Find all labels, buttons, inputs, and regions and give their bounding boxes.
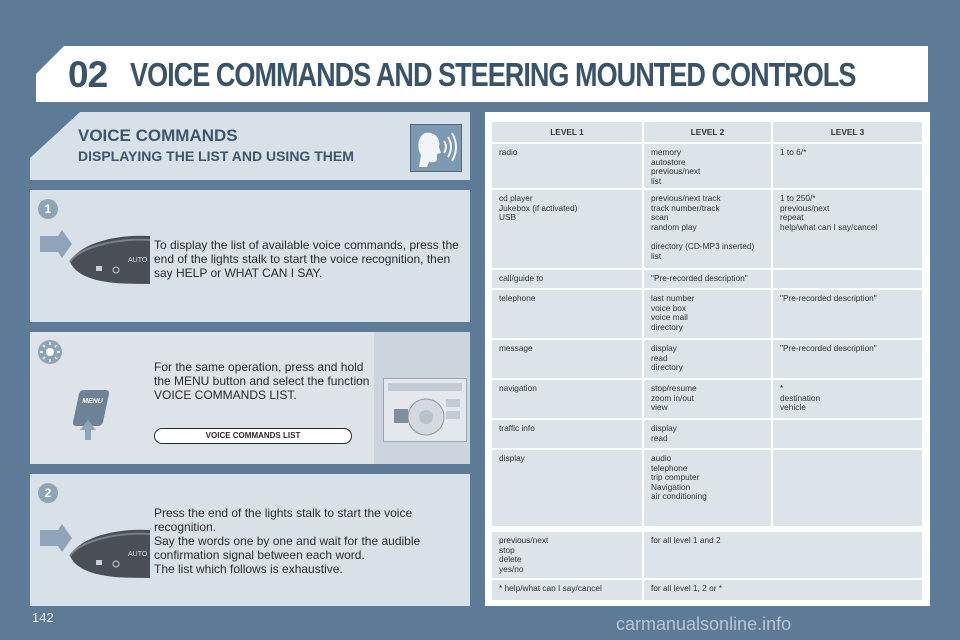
press-arrow-icon bbox=[78, 420, 98, 440]
table-header-row bbox=[492, 122, 922, 142]
table-cell: telephone bbox=[492, 290, 642, 338]
table-cell: call/guide to bbox=[492, 270, 642, 288]
chapter-number: 02 bbox=[68, 54, 108, 95]
table-cell bbox=[773, 450, 922, 526]
table-cell: memory autostore previous/next list bbox=[644, 144, 771, 188]
step-2-text: Press the end of the lights stalk to start the voice recognition. Say the words one by one and wait for the audible confirmation signal between each word. The list which follows is exhaustive. bbox=[154, 506, 421, 576]
table-footer-row bbox=[492, 532, 922, 578]
step-2-badge: 2 bbox=[38, 483, 58, 503]
page-title: VOICE COMMANDS AND STEERING MOUNTED CONTROLS bbox=[130, 56, 856, 93]
header-level-3: LEVEL 3 bbox=[773, 122, 922, 142]
table-cell: traffic info bbox=[492, 420, 642, 448]
table-cell: audio telephone trip computer Navigation air conditioning bbox=[644, 450, 771, 526]
table-row bbox=[492, 144, 922, 188]
svg-text:AUTO: AUTO bbox=[128, 257, 148, 264]
page-number: 142 bbox=[32, 610, 54, 625]
table-cell: last number voice box voice mail directory bbox=[644, 290, 771, 338]
svg-text:AUTO: AUTO bbox=[128, 551, 148, 558]
table-cell: navigation bbox=[492, 380, 642, 418]
radio-unit-illustration bbox=[383, 378, 467, 442]
table-row bbox=[492, 290, 922, 338]
table-cell: message bbox=[492, 340, 642, 378]
table-cell: stop/resume zoom in/out view bbox=[644, 380, 771, 418]
table-cell: "Pre-recorded description" bbox=[644, 270, 771, 288]
section-title: VOICE COMMANDS bbox=[78, 126, 238, 145]
lights-stalk-illustration-2 bbox=[40, 516, 152, 586]
step-1-badge: 1 bbox=[38, 199, 58, 219]
table-cell: "Pre-recorded description" bbox=[773, 340, 922, 378]
voice-commands-list-option[interactable]: VOICE COMMANDS LIST bbox=[154, 428, 352, 444]
table-row bbox=[492, 420, 922, 448]
table-cell: cd player Jukebox (if activated) USB bbox=[492, 190, 642, 268]
table-cell bbox=[773, 420, 922, 448]
table-cell: * destination vehicle bbox=[773, 380, 922, 418]
table-cell: radio bbox=[492, 144, 642, 188]
lights-stalk-illustration bbox=[40, 222, 152, 292]
table-cell: * help/what can I say/cancel bbox=[492, 580, 642, 600]
table-cell: 1 to 250/* previous/next repeat help/what can I say/cancel bbox=[773, 190, 922, 268]
table-cell: display read bbox=[644, 420, 771, 448]
light-icon bbox=[36, 338, 64, 366]
table-cell: for all level 1, 2 or * bbox=[644, 580, 922, 600]
table-footer-row bbox=[492, 580, 922, 600]
table-cell: 1 to 6/* bbox=[773, 144, 922, 188]
header-level-1: LEVEL 1 bbox=[492, 122, 642, 142]
section-heading-panel bbox=[30, 112, 470, 180]
table-cell: previous/next stop delete yes/no bbox=[492, 532, 642, 578]
table-row bbox=[492, 340, 922, 378]
step-1-text: To display the list of available voice commands, press the end of the lights stalk to start the voice recognition, then say HELP or WHAT CAN I SAY. bbox=[154, 238, 459, 280]
table-cell bbox=[773, 270, 922, 288]
table-cell: "Pre-recorded description" bbox=[773, 290, 922, 338]
voice-recognition-icon bbox=[410, 124, 462, 172]
table-cell: previous/next track track number/track scan random play directory (CD-MP3 inserted) list bbox=[644, 190, 771, 268]
table-cell: for all level 1 and 2 bbox=[644, 532, 922, 578]
menu-button[interactable]: MENU bbox=[72, 390, 110, 426]
table-row bbox=[492, 270, 922, 288]
watermark: carmanualsonline.info bbox=[616, 614, 792, 634]
section-subtitle: DISPLAYING THE LIST AND USING THEM bbox=[78, 148, 354, 164]
header-level-2: LEVEL 2 bbox=[644, 122, 771, 142]
table-cell: display bbox=[492, 450, 642, 526]
table-cell: display read directory bbox=[644, 340, 771, 378]
table-row bbox=[492, 190, 922, 268]
table-row bbox=[492, 450, 922, 526]
menu-instructions-text: For the same operation, press and hold the MENU button and select the function VOICE COMMANDS LIST. bbox=[154, 360, 370, 402]
table-row bbox=[492, 380, 922, 418]
